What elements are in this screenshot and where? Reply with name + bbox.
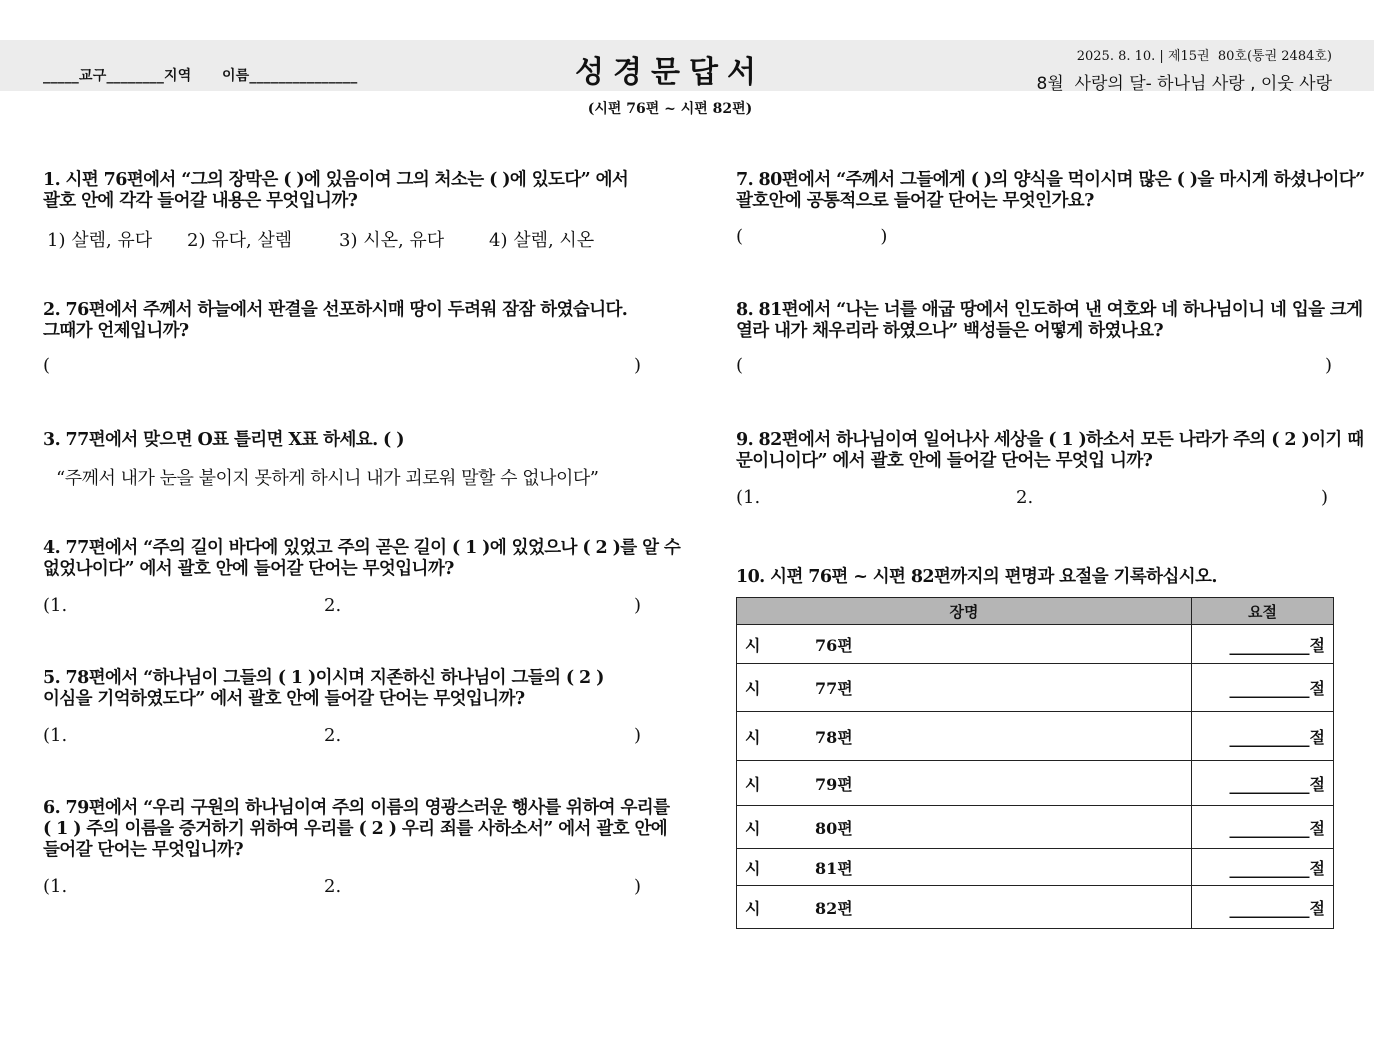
- question-6-line-1: 6. 79편에서 “우리 구원의 하나님이여 주의 이름의 영광스러운 행사를 위하여 우리를: [43, 798, 670, 818]
- chapter-label: 79편: [815, 774, 853, 794]
- chapter-label: 77편: [815, 679, 853, 698]
- question-5-line-1: 5. 78편에서 “하나님이 그들의 ( 1 )이시며 지존하신 하나님이 그들의 ( 2 ): [43, 668, 604, 688]
- scripture-range: (시편 76편 ~ 시편 82편): [587, 101, 753, 117]
- chapter-cell: [737, 664, 1192, 712]
- question-9-line-2: 문이니이다” 에서 괄호 안에 들어갈 단어는 무엇입 니까?: [736, 451, 1153, 471]
- table-row: [737, 886, 1334, 929]
- answer-blank-2: 2.: [324, 876, 342, 897]
- chapter-label: 81편: [815, 858, 853, 878]
- chapter-cell: [737, 849, 1192, 886]
- chapter-cell: [737, 806, 1192, 849]
- month-theme: 8월 사랑의 달- 하나님 사랑 , 이웃 사랑: [1036, 74, 1332, 94]
- question-6: [43, 798, 669, 861]
- book-label: 시: [745, 679, 761, 698]
- answer-close: ): [633, 595, 641, 616]
- book-label: 시: [745, 898, 761, 918]
- answer-blank-1: (1.: [736, 487, 761, 508]
- chapter-label: 80편: [815, 818, 853, 838]
- verse-blank[interactable]: __________절: [1192, 625, 1334, 664]
- question-8: [736, 300, 1363, 342]
- verse-blank[interactable]: __________절: [1192, 664, 1334, 712]
- answer-close: ): [1324, 355, 1332, 376]
- chapter-cell: [737, 761, 1192, 806]
- question-4: [43, 538, 680, 580]
- book-label: 시: [745, 727, 761, 747]
- question-9-line-1: 9. 82편에서 하나님이여 일어나사 세상을 ( 1 )하소서 모든 나라가 주의 ( 2 )이기 때: [736, 430, 1364, 450]
- question-8-line-2: 열라 내가 채우리라 하였으나” 백성들은 어떻게 하였나요?: [736, 321, 1164, 341]
- answer-blank-2: 2.: [324, 725, 342, 746]
- column-header-verse: 요절: [1192, 598, 1334, 625]
- question-2: [43, 300, 627, 342]
- chapter-label: 82편: [815, 898, 853, 918]
- table-row: [737, 625, 1334, 664]
- question-5: [43, 668, 604, 710]
- question-8-line-1: 8. 81편에서 “나는 너를 애굽 땅에서 인도하여 낸 여호와 네 하나님이니 네 입을 크게: [736, 300, 1363, 320]
- question-7-line-2: 괄호안에 공통적으로 들어갈 단어는 무엇인가요?: [736, 191, 1094, 211]
- answer-close: ): [633, 725, 641, 746]
- answer-blank-2: 2.: [324, 595, 342, 616]
- question-7: [736, 170, 1365, 212]
- answer-close: ): [633, 355, 641, 376]
- question-6-line-3: 들어갈 단어는 무엇입니까?: [43, 840, 243, 860]
- question-1: [43, 170, 628, 212]
- table-row: [737, 712, 1334, 761]
- verse-blank[interactable]: __________절: [1192, 761, 1334, 806]
- question-6-line-2: ( 1 ) 주의 이름을 증거하기 위하여 우리를 ( 2 ) 우리 죄를 사하소서” 에서 괄호 안에: [43, 819, 668, 839]
- table-header-row: [737, 598, 1334, 625]
- answer-parentheses: ( ): [736, 226, 888, 247]
- question-7-answer[interactable]: [736, 226, 1036, 250]
- answer-close: ): [1320, 487, 1328, 508]
- answer-blank-1: (1.: [43, 725, 68, 746]
- question-2-answer[interactable]: [43, 355, 641, 379]
- question-3-quote: “주께서 내가 눈을 붙이지 못하게 하시니 내가 괴로워 말할 수 없나이다”: [56, 468, 599, 489]
- question-10-line-1: 10. 시편 76편 ~ 시편 82편까지의 편명과 요절을 기록하십시오.: [736, 567, 1217, 587]
- option-2[interactable]: 2) 유다, 살렘: [187, 230, 293, 251]
- answer-blank-1: (1.: [43, 595, 68, 616]
- verse-blank[interactable]: __________절: [1192, 849, 1334, 886]
- question-5-answer[interactable]: [43, 725, 641, 749]
- question-9-answer[interactable]: [736, 487, 1328, 511]
- issue-info: 2025. 8. 10. | 제15권 80호(통권 2484호): [1076, 49, 1332, 64]
- table-row: [737, 761, 1334, 806]
- book-label: 시: [745, 635, 761, 655]
- chapter-cell: [737, 625, 1192, 664]
- question-3: [43, 430, 404, 451]
- table-row: [737, 849, 1334, 886]
- chapter-cell: [737, 886, 1192, 929]
- verse-blank[interactable]: __________절: [1192, 886, 1334, 929]
- question-6-answer[interactable]: [43, 876, 641, 900]
- verse-blank[interactable]: __________절: [1192, 806, 1334, 849]
- question-4-line-1: 4. 77편에서 “주의 길이 바다에 있었고 주의 곧은 길이 ( 1 )에 있었으나 ( 2 )를 알 수: [43, 538, 681, 558]
- book-label: 시: [745, 774, 761, 794]
- name-fields: _____교구________지역 이름_______________: [43, 68, 358, 84]
- answer-close: ): [633, 876, 641, 897]
- answer-blank-1: (1.: [43, 876, 68, 897]
- question-1-options: [47, 226, 647, 250]
- question-9: [736, 430, 1364, 472]
- column-header-chapter: 장명: [737, 598, 1192, 625]
- verse-blank[interactable]: __________절: [1192, 712, 1334, 761]
- question-5-line-2: 이심을 기억하였도다” 에서 괄호 안에 들어갈 단어는 무엇입니까?: [43, 689, 525, 709]
- question-8-answer[interactable]: [736, 355, 1332, 379]
- verse-table: [736, 597, 1334, 929]
- question-4-answer[interactable]: [43, 595, 641, 619]
- chapter-label: 78편: [815, 727, 853, 747]
- answer-open: (: [736, 355, 744, 376]
- option-1[interactable]: 1) 살렘, 유다: [47, 230, 153, 251]
- chapter-label: 76편: [815, 635, 853, 655]
- question-3-line-1: 3. 77편에서 맞으면 O표 틀리면 X표 하세요. ( ): [43, 430, 404, 450]
- book-label: 시: [745, 818, 761, 838]
- question-1-line-1: 1. 시편 76편에서 “그의 장막은 ( )에 있음이여 그의 처소는 ( )에 있도다” 에서: [43, 170, 629, 190]
- question-2-line-1: 2. 76편에서 주께서 하늘에서 판결을 선포하시매 땅이 두려워 잠잠 하였습니다.: [43, 300, 628, 320]
- question-4-line-2: 없었나이다” 에서 괄호 안에 들어갈 단어는 무엇입니까?: [43, 559, 454, 579]
- question-2-line-2: 그때가 언제입니까?: [43, 321, 189, 341]
- table-row: [737, 806, 1334, 849]
- page-title: 성경문답서: [575, 55, 765, 90]
- question-1-line-2: 괄호 안에 각각 들어갈 내용은 무엇입니까?: [43, 191, 358, 211]
- table-row: [737, 664, 1334, 712]
- option-4[interactable]: 4) 살렘, 시온: [489, 230, 595, 251]
- answer-blank-2: 2.: [1016, 487, 1034, 508]
- book-label: 시: [745, 858, 761, 878]
- question-7-line-1: 7. 80편에서 “주께서 그들에게 ( )의 양식을 먹이시며 많은 ( )을 마시게 하셨나이다”: [736, 170, 1365, 190]
- question-10: [736, 567, 1217, 588]
- chapter-cell: [737, 712, 1192, 761]
- answer-open: (: [43, 355, 51, 376]
- option-3[interactable]: 3) 시온, 유다: [339, 230, 445, 251]
